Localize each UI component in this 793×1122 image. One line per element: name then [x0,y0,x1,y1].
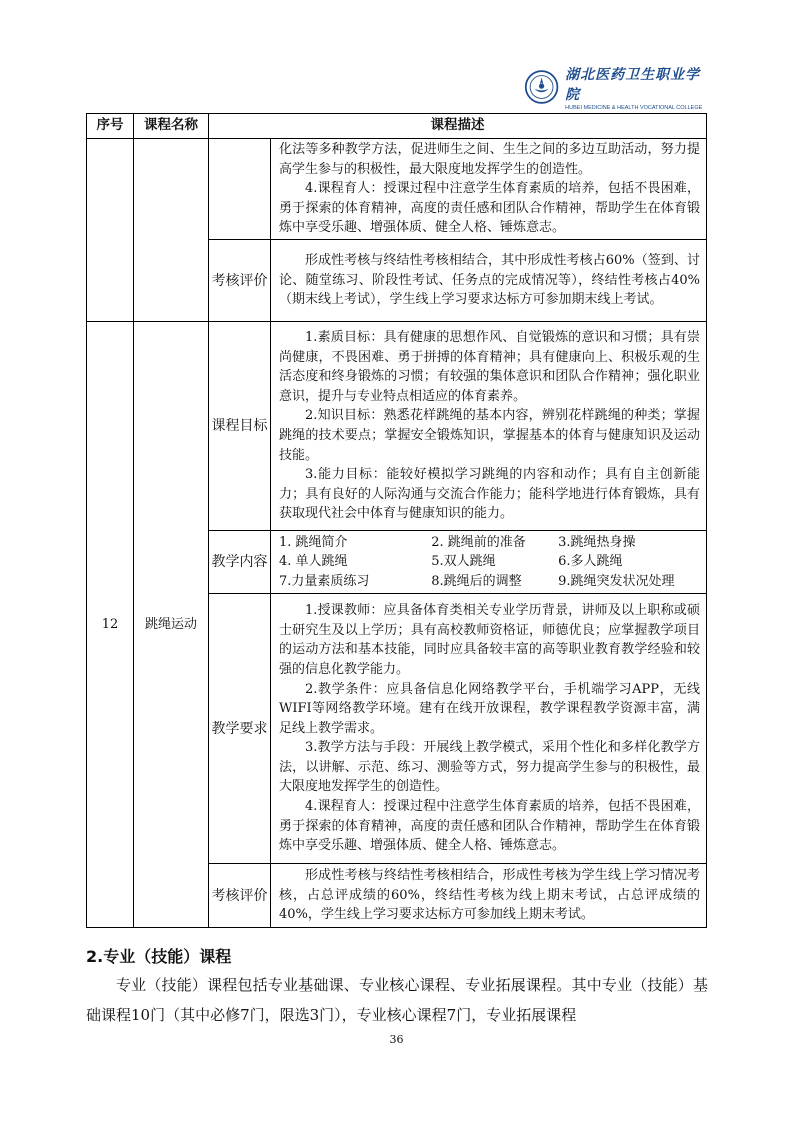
table-row [87,322,707,531]
eval-text: 形成性考核与终结性考核相结合，其中形成性考核占60%（签到、讨论、随堂练习、阶段性考试、任务点的完成情况等），终结性考核占40%（期末线上考试），学生线上学习要求达标方可参加期末线上考试。 [279,253,700,308]
header-course-description: 课程描述 [209,114,707,139]
content-item: 3.跳绳热身操 [558,534,636,550]
college-logo [524,66,704,111]
course-table [86,113,707,928]
goal-item: 3.能力目标：能较好模拟学习跳绳的内容和动作；具有自主创新能力；具有良好的人际沟通与交流合作能力；能科学地进行体育锻炼，具有获取现代社会中体育与健康知识的能力。 [279,467,700,522]
evaluation-description [271,240,707,322]
content-item: 5.双人跳绳 [431,554,496,570]
logo-english-name: HUBEI MEDICINE & HEALTH VOCATIONAL COLLEGE [565,104,703,111]
course-name-cell-continued [134,139,209,322]
teaching-requirements [271,594,707,864]
content-item: 4. 单人跳绳 [279,554,348,570]
logo-chinese-name: 湖北医药卫生职业学院 [565,66,701,103]
serial-cell-continued [87,139,134,322]
goal-item: 1.素质目标：具有健康的思想作风、自觉锻炼的意识和习惯；具有崇尚健康，不畏困难、勇于拼搏的体育精神；具有健康向上、积极乐观的生活态度和终身锻炼的习惯；有较强的集体意识和团队合作精神；强化职业意识，提升与专业特点相适应的体育素养。 [279,330,700,404]
category-label: 教学内容 [209,531,271,594]
content-item: 1. 跳绳简介 [279,534,348,550]
goal-item: 2.知识目标：熟悉花样跳绳的基本内容，辨别花样跳绳的种类；掌握跳绳的技术要点；掌握安全锻炼知识，掌握基本的体育与健康知识及运动技能。 [279,408,700,463]
category-cell-continued [209,139,271,240]
teaching-requirements-tail [271,139,707,240]
table-header-row [87,114,707,139]
requirement-item: 4.课程育人：授课过程中注意学生体育素质的培养，包括不畏困难，勇于探索的体育精神，高度的责任感和团队合作精神，帮助学生在体育锻炼中享受乐趣、增强体质、健全人格、锤炼意志。 [279,799,700,854]
content-item: 7.力量素质练习 [279,573,370,589]
page-number: 36 [389,1033,404,1046]
evaluation-description [271,864,707,928]
content-item: 9.跳绳突发状况处理 [558,573,675,589]
category-label: 课程目标 [209,322,271,531]
section-heading: 2.专业（技能）课程 [86,947,232,966]
table-row [87,139,707,240]
course-name: 跳绳运动 [134,322,209,928]
category-label: 考核评价 [209,240,271,322]
paragraph-text: 专业（技能）课程包括专业基础课、专业核心课程、专业拓展课程。其中专业（技能）基础课程10门（其中必修7门，限选3门），专业核心课程7门，专业拓展课程 [86,976,708,1024]
header-course-name: 课程名称 [134,114,209,139]
course-goals [271,322,707,531]
header-serial: 序号 [87,114,134,139]
requirement-item: 2.教学条件：应具备信息化网络教学平台，手机端学习APP，无线WIFI等网络教学环境。建有在线开放课程，教学课程教学资源丰富，满足线上教学需求。 [279,681,700,736]
req-tail-text: 化法等多种教学方法，促进师生之间、生生之间的多边互助活动，努力提高学生参与的积极性，最大限度地发挥学生的创造性。 [279,142,700,177]
teaching-content [271,531,707,594]
serial-number: 12 [87,322,134,928]
content-item: 8.跳绳后的调整 [431,573,522,589]
content-item: 6.多人跳绳 [558,554,623,570]
content-item: 2. 跳绳前的准备 [431,534,526,550]
category-label: 教学要求 [209,594,271,864]
college-emblem-icon [524,68,559,106]
section-paragraph [86,970,708,1030]
requirement-item: 3.教学方法与手段：开展线上教学模式，采用个性化和多样化教学方法，以讲解、示范、练习、测验等方式，努力提高学生参与的积极性，最大限度地发挥学生的创造性。 [279,740,700,795]
eval-text: 形成性考核与终结性考核相结合，形成性考核为学生线上学习情况考核，占总评成绩的60%，终结性考核为线上期末考试，占总评成绩的40%，学生线上学习要求达标方可参加线上期末考试。 [279,868,700,923]
req-tail-text: 4.课程育人：授课过程中注意学生体育素质的培养，包括不畏困难，勇于探索的体育精神，高度的责任感和团队合作精神，帮助学生在体育锻炼中享受乐趣、增强体质、健全人格、锤炼意志。 [279,181,700,236]
category-label: 考核评价 [209,864,271,928]
requirement-item: 1.授课教师：应具备体育类相关专业学历背景，讲师及以上职称或硕士研究生及以上学历；具有高校教师资格证，师德优良；应掌握教学项目的运动方法和基本技能，同时应具备较丰富的高等职业教育教学经验和较强的信息化教学能力。 [279,603,700,677]
